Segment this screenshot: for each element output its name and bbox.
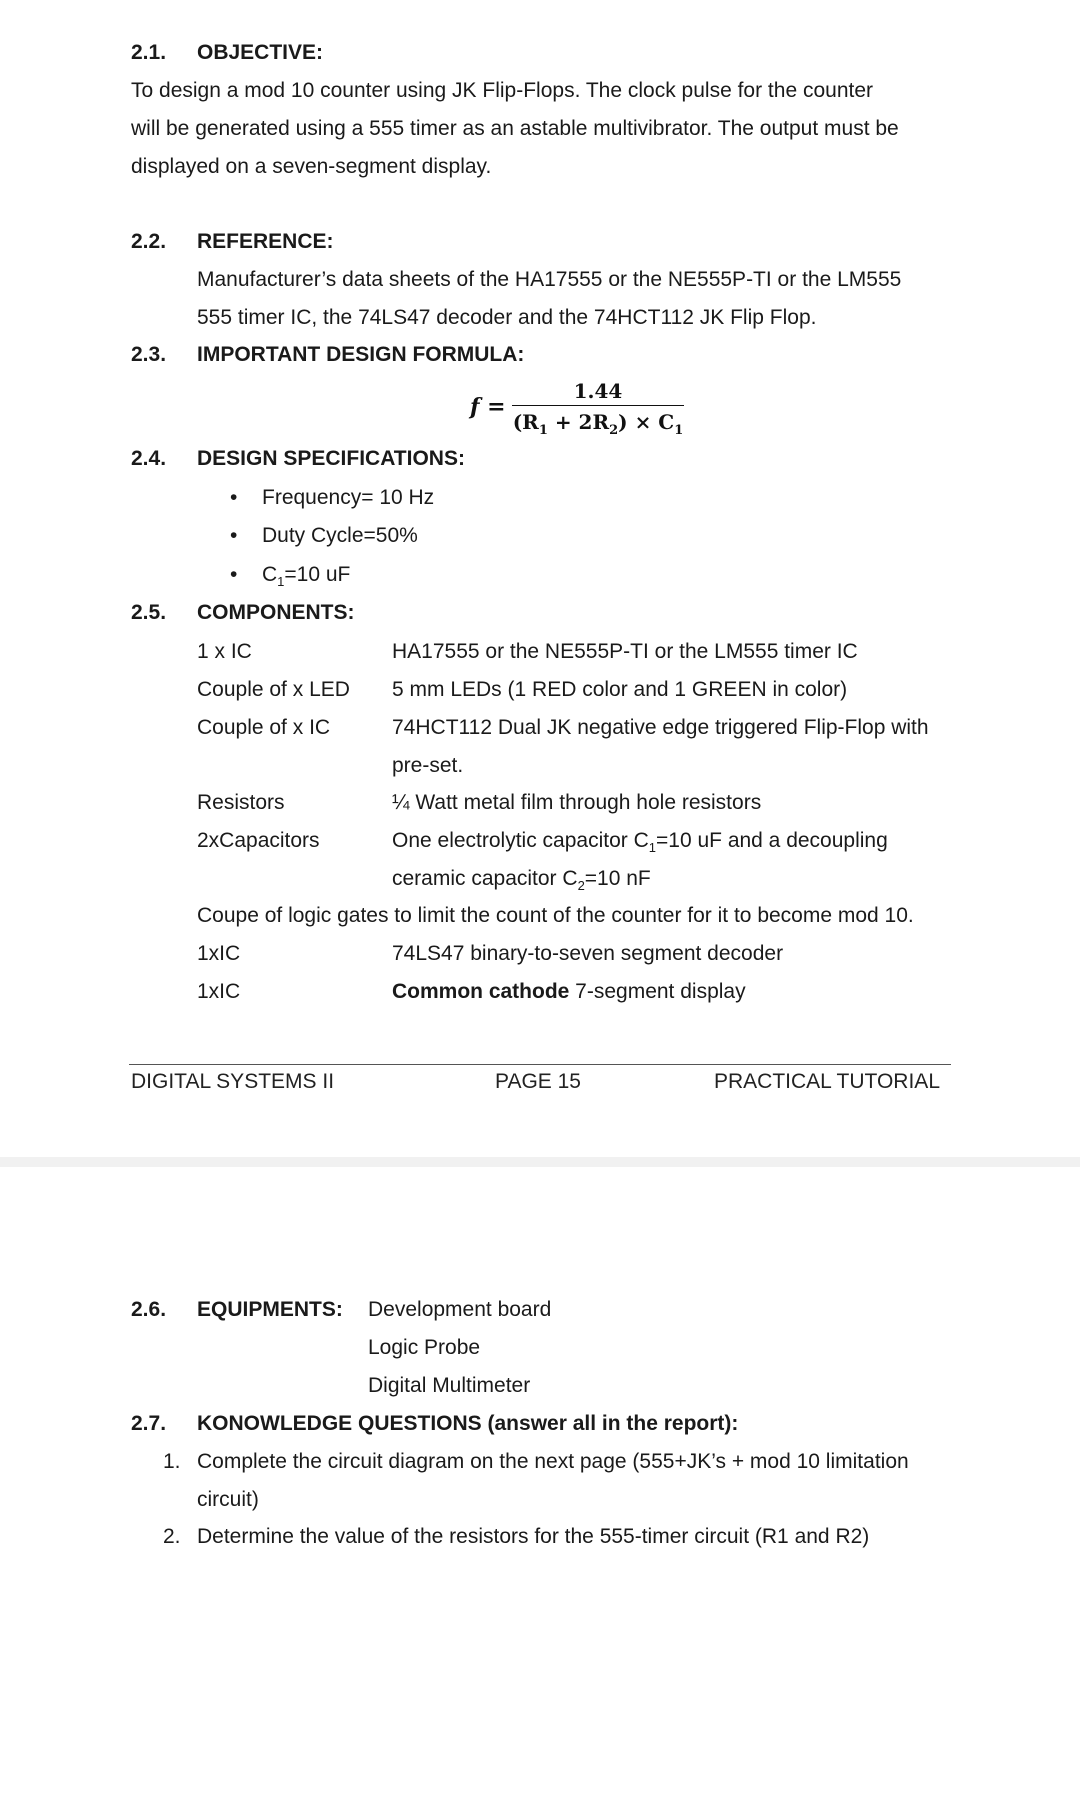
objective-line-2: will be generated using a 555 timer as an astable multivibrator. The output must be bbox=[131, 117, 899, 140]
equipment-item: Logic Probe bbox=[368, 1336, 481, 1359]
spec-capacitor: $C_1=10$ uF bbox=[262, 563, 351, 590]
equipment-item: Digital Multimeter bbox=[368, 1374, 531, 1397]
document-page-2 bbox=[0, 1167, 1080, 1793]
component-desc: HA17555 or the NE555P-TI or the LM555 timer IC bbox=[392, 640, 858, 663]
section-title-components: COMPONENTS: bbox=[197, 601, 355, 624]
component-qty: 1xIC bbox=[197, 980, 241, 1003]
component-qty: Couple of x IC bbox=[197, 716, 331, 739]
formula-denominator: $(R_1 + 2R_2) \times C_1$ bbox=[512, 410, 684, 438]
question-number: 2. bbox=[163, 1525, 181, 1548]
component-qty: 1 x IC bbox=[197, 640, 252, 663]
equipment-item: Development board bbox=[368, 1298, 552, 1321]
formula-fraction-bar bbox=[512, 405, 684, 406]
section-number-2-6: 2.6. bbox=[131, 1298, 167, 1321]
component-qty: 1xIC bbox=[197, 942, 241, 965]
section-title-reference: REFERENCE: bbox=[197, 230, 334, 253]
reference-line-1: Manufacturer’s data sheets of the HA17555 or the NE555P-TI or the LM555 bbox=[197, 268, 902, 291]
question-number: 1. bbox=[163, 1450, 181, 1473]
bullet-marker: • bbox=[230, 563, 238, 586]
bullet-marker: • bbox=[230, 486, 238, 509]
footer-document-type: PRACTICAL TUTORIAL bbox=[714, 1070, 940, 1093]
component-desc-continued: pre-set. bbox=[392, 754, 464, 777]
question-text: Determine the value of the resistors for the 555-timer circuit (R1 and R2) bbox=[197, 1525, 870, 1548]
formula-lhs: f = bbox=[470, 394, 506, 420]
section-number-2-7: 2.7. bbox=[131, 1412, 167, 1435]
section-number-2-4: 2.4. bbox=[131, 447, 167, 470]
section-title-equipments: EQUIPMENTS: bbox=[197, 1298, 343, 1321]
footer-page-number: PAGE 15 bbox=[495, 1070, 581, 1093]
objective-line-3: displayed on a seven-segment display. bbox=[131, 155, 492, 178]
section-number-2-2: 2.2. bbox=[131, 230, 167, 253]
reference-line-2: 555 timer IC, the 74LS47 decoder and the 74HCT112 JK Flip Flop. bbox=[197, 306, 817, 329]
spec-duty-cycle: Duty Cycle=50% bbox=[262, 524, 418, 547]
component-desc: 74LS47 binary-to-seven segment decoder bbox=[392, 942, 784, 965]
component-qty: 2xCapacitors bbox=[197, 829, 320, 852]
logic-gates-note: Coupe of logic gates to limit the count of the counter for it to become mod 10. bbox=[197, 904, 914, 927]
component-desc: ¼ Watt metal film through hole resistors bbox=[392, 791, 762, 814]
component-desc: One electrolytic capacitor $C_1=10$ uF and a decoupling bbox=[392, 829, 888, 856]
footer-course-name: DIGITAL SYSTEMS II bbox=[131, 1070, 335, 1093]
spec-frequency: Frequency= 10 Hz bbox=[262, 486, 435, 509]
component-desc-continued: ceramic capacitor $C_2=10$ nF bbox=[392, 867, 651, 894]
component-desc: Common cathode 7-segment display bbox=[392, 980, 746, 1003]
section-title-design-specifications: DESIGN SPECIFICATIONS: bbox=[197, 447, 465, 470]
question-text: Complete the circuit diagram on the next page (555+JK’s + mod 10 limitation bbox=[197, 1450, 909, 1473]
objective-line-1: To design a mod 10 counter using JK Flip-Flops. The clock pulse for the counter bbox=[131, 79, 874, 102]
component-desc: 5 mm LEDs (1 RED color and 1 GREEN in color) bbox=[392, 678, 848, 701]
section-title-design-formula: IMPORTANT DESIGN FORMULA: bbox=[197, 343, 525, 366]
section-title-knowledge-questions: KONOWLEDGE QUESTIONS (answer all in the report): bbox=[197, 1412, 739, 1435]
component-desc: 74HCT112 Dual JK negative edge triggered Flip-Flop with bbox=[392, 716, 929, 739]
section-number-2-3: 2.3. bbox=[131, 343, 167, 366]
formula-numerator: 1.44 bbox=[573, 379, 623, 403]
formula-fraction bbox=[512, 372, 684, 438]
section-number-2-5: 2.5. bbox=[131, 601, 167, 624]
component-qty: Resistors bbox=[197, 791, 285, 814]
section-title-objective: OBJECTIVE: bbox=[197, 41, 324, 64]
question-text-continued: circuit) bbox=[197, 1488, 259, 1511]
page-separator bbox=[0, 1157, 1080, 1167]
bullet-marker: • bbox=[230, 524, 238, 547]
component-qty: Couple of x LED bbox=[197, 678, 350, 701]
footer-rule bbox=[129, 1064, 951, 1065]
section-number-2-1: 2.1. bbox=[131, 41, 167, 64]
